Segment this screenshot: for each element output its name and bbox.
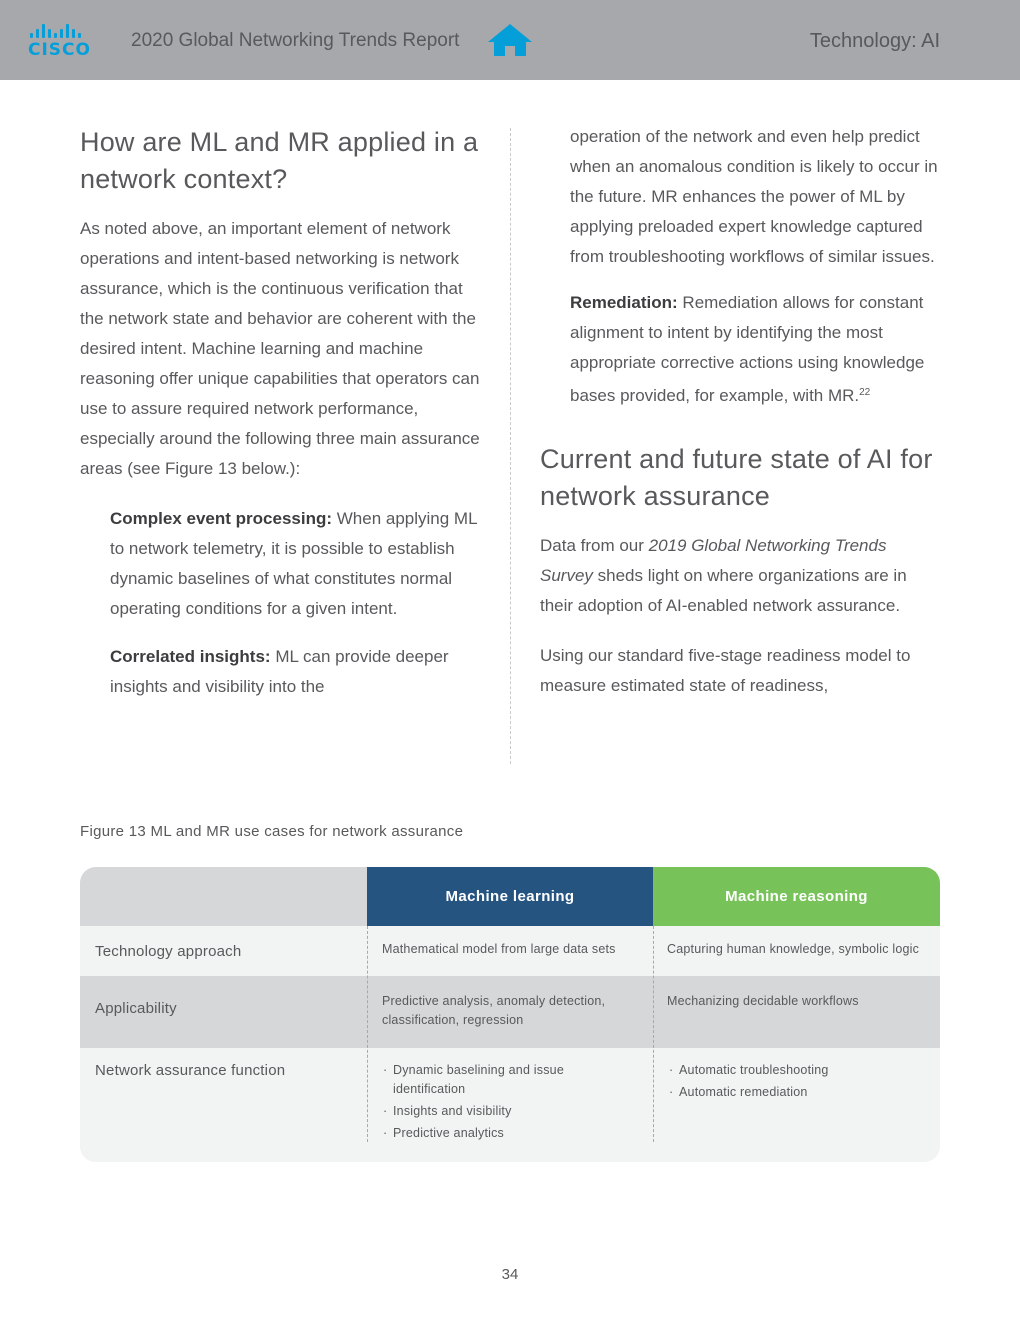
column-divider [510,128,511,764]
list-item: · Dynamic baselining and issue identification [383,1061,593,1099]
footnote-ref[interactable]: 22 [859,387,871,398]
list-item: · Automatic troubleshooting [669,1061,924,1080]
complex-event-text: When applying ML to network telemetry, it is possible to establish dynamic baselines of what constitutes normal operating conditions for a given intent. [110,509,477,618]
ml-cell: Mathematical model from large data sets [382,942,616,956]
ml-cell [383,1061,593,1146]
row-label: Network assurance function [95,1062,286,1079]
row-label: Applicability [95,1000,177,1017]
list-item: · Insights and visibility [383,1102,593,1121]
complex-event-item [80,504,480,624]
correlated-insights-item [80,642,480,702]
header-machine-learning: Machine learning [367,867,653,926]
cisco-bars-icon [30,24,94,38]
header-machine-reasoning: Machine reasoning [653,867,940,926]
survey-post: sheds light on where organizations are in their adoption of AI-enabled network assurance. [540,566,907,615]
survey-paragraph [540,531,940,621]
left-heading: How are ML and MR applied in a network context? [80,127,479,194]
left-column [80,124,480,720]
row-label: Technology approach [95,943,242,960]
cisco-logo-text: CISCO [28,40,91,60]
list-item: · Automatic remediation [669,1083,924,1102]
figure-caption: Figure 13 ML and MR use cases for network assurance [80,823,464,840]
table-row [80,1048,940,1162]
survey-title: 2019 Global Networking Trends Survey [540,536,887,585]
intro-paragraph: As noted above, an important element of network operations and intent-based networking is network assurance, which is the continuous verification that the network state and behavior are coherent with the desired intent. Machine learning and machine reasoning offer unique capabilities that operators can use to assure required network performance, especially around the following three main assurance areas (see Figure 13 below.): [80,219,480,478]
remediation-item [540,288,940,411]
complex-event-label: Complex event processing: [110,509,333,528]
page-header [0,0,1020,80]
home-icon[interactable] [486,22,534,58]
remediation-label: Remediation: [570,293,678,312]
figure-table [80,867,940,1162]
table-row [80,926,940,976]
column-divider-ml [367,926,368,1142]
survey-pre: Data from our [540,536,649,555]
right-column [540,122,940,719]
page-number: 34 [501,1266,519,1283]
column-divider-mr [653,926,654,1142]
remediation-text: Remediation allows for constant alignment to intent by identifying the most appropriate corrective actions using knowledge bases provided, for example, with MR. [570,293,925,405]
table-row [80,976,940,1048]
mr-cell: Mechanizing decidable workflows [667,994,859,1008]
cisco-logo[interactable] [28,24,94,60]
continued-paragraph: operation of the network and even help predict when an anomalous condition is likely to occur in the future. MR enhances the power of ML by applying preloaded expert knowledge captured from troubleshooting workflows of similar issues. [570,127,938,266]
mr-cell: Capturing human knowledge, symbolic logic [667,942,920,956]
ml-function-list [383,1061,593,1143]
ml-cell: Predictive analysis, anomaly detection, classification, regression [382,994,606,1027]
list-item: · Predictive analytics [383,1124,593,1143]
section-title: Technology: AI [809,30,940,52]
right-heading: Current and future state of AI for network assurance [540,444,933,511]
correlated-insights-text: ML can provide deeper insights and visibility into the [110,647,449,696]
mr-cell [669,1061,924,1105]
report-title: 2020 Global Networking Trends Report [131,30,460,51]
readiness-paragraph: Using our standard five-stage readiness model to measure estimated state of readiness, [540,646,911,695]
mr-function-list [669,1061,924,1102]
correlated-insights-label: Correlated insights: [110,647,271,666]
table-header-blank [80,867,367,926]
